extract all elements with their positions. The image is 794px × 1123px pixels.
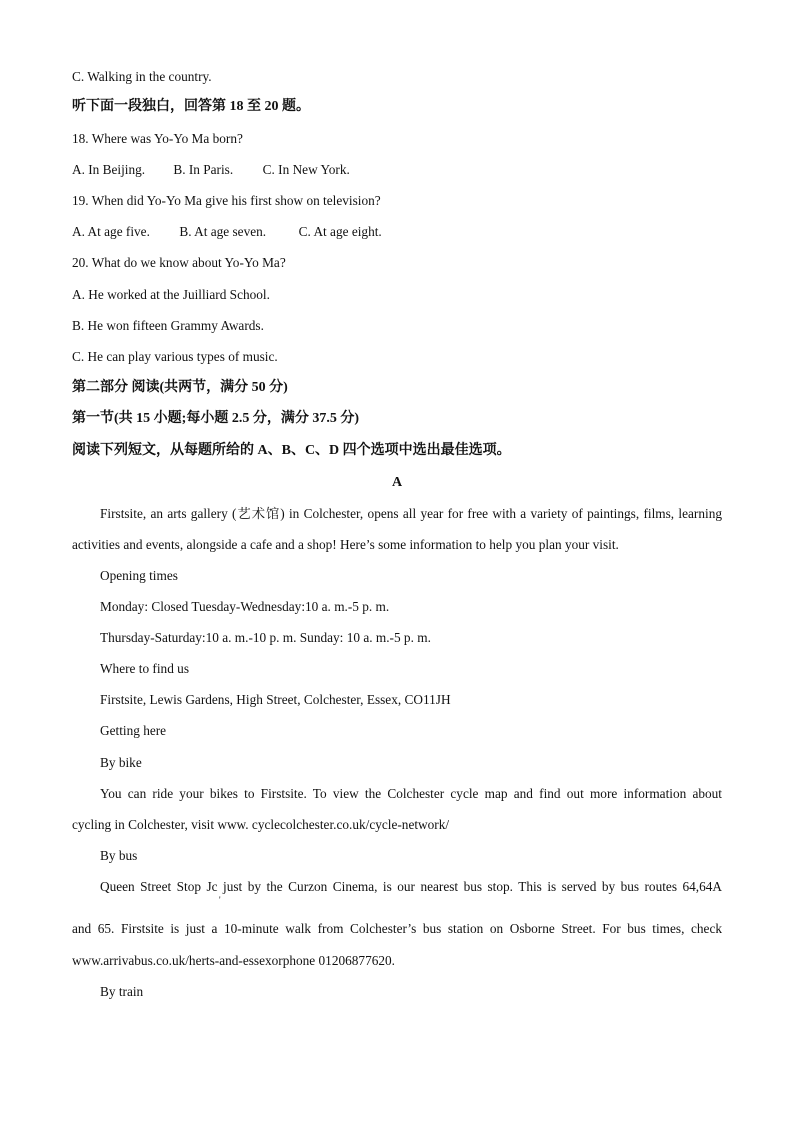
reading-instruction: 阅读下列短文，从每题所给的 A、B、C、D 四个选项中选出最佳选项。	[72, 443, 511, 458]
bus-line-3: www.arrivabus.co.uk/herts-and-essexorphone 01206877620.	[72, 953, 395, 968]
intro-line-2: activities and events, alongside a cafe and a shop! Here’s some information to help you plan your visit.	[72, 537, 619, 552]
opening-line-2: Thursday-Saturday:10 a. m.-10 p. m. Sunday: 10 a. m.-5 p. m.	[100, 630, 431, 645]
q18-option-a: A. In Beijing.	[72, 162, 146, 177]
q19-option-b: B. At age seven.	[179, 224, 267, 239]
bus-line-2: and 65. Firstsite is just a 10-minute walk from Colchester’s bus station on Osborne Street. For bus times, check	[72, 921, 722, 936]
bus-line-1: Queen Street Stop Jc just by the Curzon Cinema, is our nearest bus stop. This is served by bus routes 64,64A	[100, 879, 722, 894]
q19-question: 19. When did Yo-Yo Ma give his first show on television?	[72, 193, 381, 208]
where-heading: Where to find us	[100, 661, 189, 676]
q20-question: 20. What do we know about Yo-Yo Ma?	[72, 255, 286, 270]
getting-here-heading: Getting here	[100, 723, 167, 738]
passage-label: A	[391, 475, 403, 490]
opening-times-heading: Opening times	[100, 568, 178, 583]
by-train-heading: By train	[100, 984, 144, 999]
bike-line-1: You can ride your bikes to Firstsite. To view the Colchester cycle map and find out more information about	[100, 786, 722, 801]
listening-instruction: 听下面一段独白，回答第 18 至 20 题。	[72, 99, 310, 114]
q17-option-c: C. Walking in the country.	[72, 69, 212, 84]
q20-option-c: C. He can play various types of music.	[72, 349, 278, 364]
address: Firstsite, Lewis Gardens, High Street, Colchester, Essex, CO11JH	[100, 692, 451, 707]
q20-option-b: B. He won fifteen Grammy Awards.	[72, 318, 264, 333]
q18-options	[72, 161, 722, 179]
q18-option-c: C. In New York.	[262, 162, 350, 177]
q19-options	[72, 223, 722, 241]
opening-line-1: Monday: Closed Tuesday-Wednesday:10 a. m.-5 p. m.	[100, 599, 390, 614]
q19-option-c: C. At age eight.	[298, 224, 382, 239]
q18-question: 18. Where was Yo-Yo Ma born?	[72, 131, 243, 146]
stray-mark: '	[219, 895, 221, 905]
reading-section-title: 第一节(共 15 小题;每小题 2.5 分，满分 37.5 分)	[72, 411, 359, 426]
bike-line-2: cycling in Colchester, visit www. cyclecolchester.co.uk/cycle-network/	[72, 817, 450, 832]
q20-option-a: A. He worked at the Juilliard School.	[72, 287, 270, 302]
q18-option-b: B. In Paris.	[173, 162, 234, 177]
by-bike-heading: By bike	[100, 755, 142, 770]
by-bus-heading: By bus	[100, 848, 138, 863]
intro-line-1: Firstsite, an arts gallery (艺术馆) in Colchester, opens all year for free with a variety of paintings, films, learning	[100, 506, 722, 521]
q19-option-a: A. At age five.	[72, 224, 150, 239]
reading-part-title: 第二部分 阅读(共两节，满分 50 分)	[72, 380, 288, 395]
